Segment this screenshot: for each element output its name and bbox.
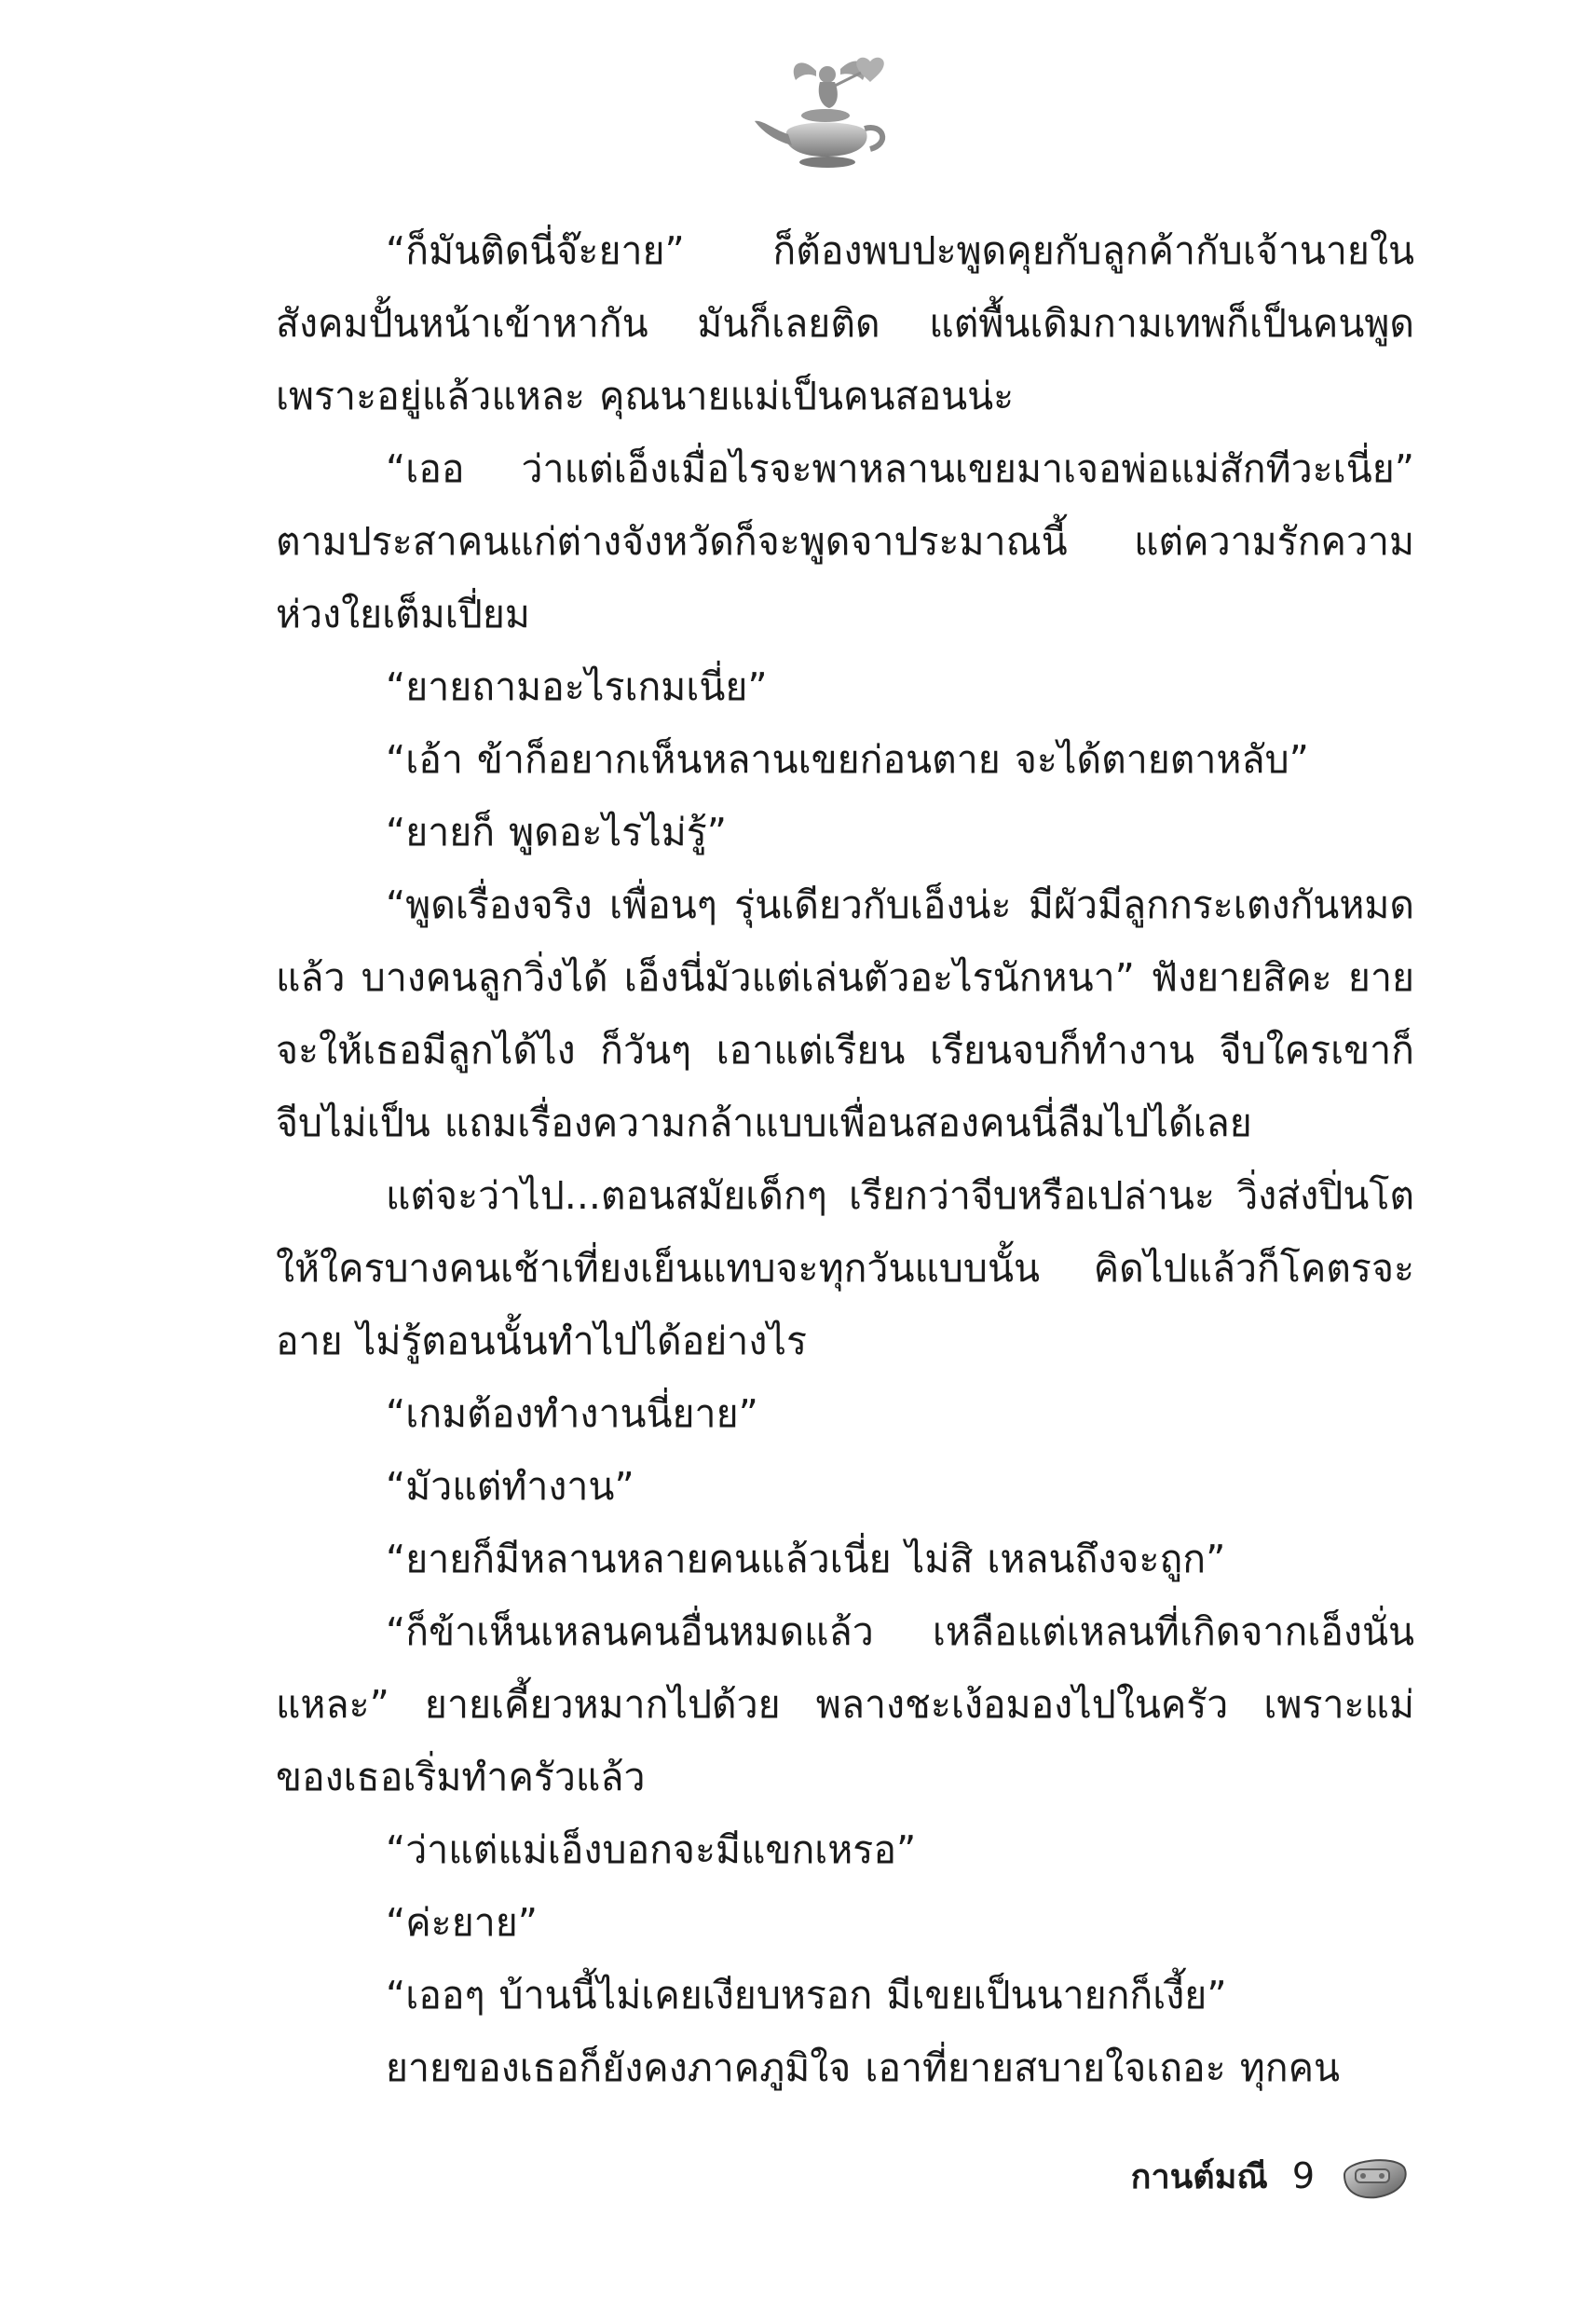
paragraph: “เออ ว่าแต่เอ็งเมื่อไรจะพาหลานเขยมาเจอพ่อแม่สักทีวะเนี่ย” ตามประสาคนแก่ต่างจังหวัดก็จะพูดจาประมาณนี้ แต่ความรักความห่วงใยเต็มเปี่ยม [276,446,1414,636]
page-footer [1131,2143,1410,2208]
body-text [276,214,1414,2104]
lamp-icon [1339,2147,1410,2205]
page-number: 9 [1291,2155,1315,2196]
paragraph: “ยายก็มีหลานหลายคนแล้วเนี่ย ไม่สิ เหลนถึงจะถูก” [386,1537,1226,1581]
paragraph: “เออๆ บ้านนี้ไม่เคยเงียบหรอก มีเขยเป็นนายกก็เงี้ย” [386,1973,1227,2017]
paragraph: “ยายถามอะไรเกมเนี่ย” [386,664,768,709]
paragraph: แต่จะว่าไป...ตอนสมัยเด็กๆ เรียกว่าจีบหรือเปล่านะ วิ่งส่งปิ่นโตให้ใครบางคนเช้าเที่ยงเย็นแทบจะทุกวันแบบนั้น คิดไปแล้วก็โคตรจะอาย ไม่รู้ตอนนั้นทำไปได้อย่างไร [276,1173,1414,1363]
paragraph: “ว่าแต่แม่เอ็งบอกจะมีแขกเหรอ” [386,1827,917,1872]
paragraph: “ค่ะยาย” [386,1900,538,1945]
book-title: กานต์มณี [1130,2157,1268,2196]
paragraph: “เอ้า ข้าก็อยากเห็นหลานเขยก่อนตาย จะได้ตายตาหลับ” [386,737,1309,782]
paragraph: “ยายก็ พูดอะไรไม่รู้” [386,810,728,855]
paragraph: ยายของเธอก็ยังคงภาคภูมิใจ เอาที่ยายสบายใจเถอะ ทุกคน [386,2045,1341,2090]
paragraph: “เกมต้องทำงานนี่ยาย” [386,1391,758,1436]
cupid-teapot-icon [751,54,909,175]
paragraph: “ก็มันติดนี่จ๊ะยาย” ก็ต้องพบปะพูดคุยกับลูกค้ากับเจ้านายในสังคมปั้นหน้าเข้าหากัน มันก็เลยติด แต่พื้นเดิมกามเทพก็เป็นคนพูดเพราะอยู่แล้วแหละ คุณนายแม่เป็นคนสอนน่ะ [276,228,1414,418]
paragraph: “พูดเรื่องจริง เพื่อนๆ รุ่นเดียวกับเอ็งน่ะ มีผัวมีลูกกระเตงกันหมดแล้ว บางคนลูกวิ่งได้ เอ็งนี่มัวแต่เล่นตัวอะไรนักหนา” ฟังยายสิคะ ยายจะให้เธอมีลูกได้ไง ก็วันๆ เอาแต่เรียน เรียนจบก็ทำงาน จีบใครเขาก็จีบไม่เป็น แถมเรื่องความกล้าแบบเพื่อนสองคนนี่ลืมไปได้เลย [276,882,1414,1145]
paragraph: “ก็ข้าเห็นเหลนคนอื่นหมดแล้ว เหลือแต่เหลนที่เกิดจากเอ็งนั่นแหละ” ยายเคี้ยวหมากไปด้วย พลางชะเง้อมองไปในครัว เพราะแม่ของเธอเริ่มทำครัวแล้ว [276,1609,1414,1799]
paragraph: “มัวแต่ทำงาน” [386,1464,634,1509]
